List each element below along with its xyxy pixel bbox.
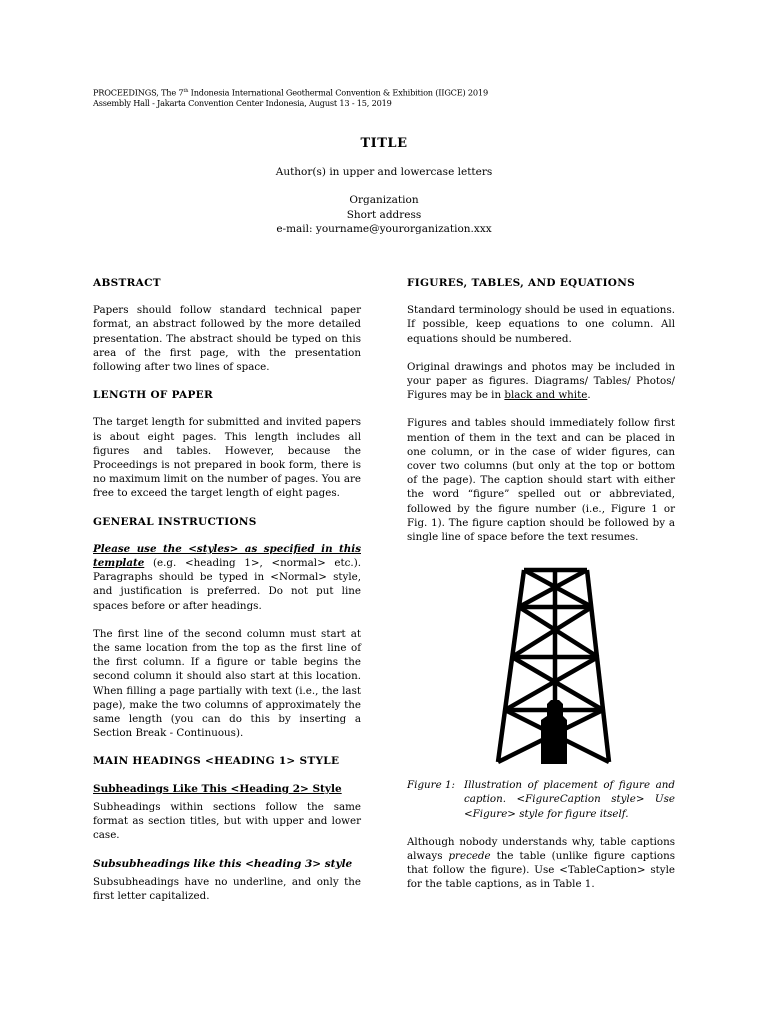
subsubheading-paragraph: Subsubheadings have no underline, and only the first letter capitalized. (93, 875, 361, 902)
subsubheading-example: Subsubheadings like this <heading 3> style (93, 857, 353, 870)
length-heading: LENGTH OF PAPER (93, 389, 213, 402)
general-instructions-heading: GENERAL INSTRUCTIONS (93, 515, 257, 528)
right-column (407, 276, 675, 906)
paper-title: TITLE (360, 136, 408, 151)
figure-caption-text: Illustration of placement of figure and caption. <FigureCaption style> Use <Figure> style for figure itself. (464, 779, 675, 820)
figure-1 (407, 552, 675, 767)
subheading-paragraph: Subheadings within sections follow the same format as section titles, but with upper and lower case. (93, 800, 361, 842)
header-line-1: PROCEEDINGS, The 7th Indonesia International Geothermal Convention & Exhibition (IIGCE) 2019 (93, 87, 488, 98)
organization-address: Short address (346, 208, 422, 221)
figures-heading: FIGURES, TABLES, AND EQUATIONS (407, 277, 636, 289)
figure-placement-paragraph: Figures and tables should immediately follow first mention of them in the text and can be placed in one column, or in the case of wider figures, can cover two columns (but only at the top or bottom of the page). The caption should start with either the word “figure” spelled out or abbreviated, followed by the figure number (i.e., Figure 1 or Fig. 1). The figure caption should be followed by a single line of space before the text resumes. (407, 417, 675, 544)
general-instructions-paragraph-2: The first line of the second column must start at the same location from the top as the first line of the first column. If a figure or table begins the second column it should also start at this location. When filling a page partially with text (i.e., the last page), make the two columns of approximately the same length (you can do this by inserting a Section Break - Continuous). (93, 627, 361, 740)
styles-emphasis: Please use the <styles> as specified in this template (93, 542, 361, 570)
organization-name: Organization (349, 194, 419, 206)
general-instructions-paragraph-1: Please use the <styles> as specified in this template (e.g. <heading 1>, <normal> etc.). Paragraphs should be typed in <Normal> style, and justification is preferred. Do not put line spaces before or after headings. (93, 542, 361, 612)
abstract-heading: ABSTRACT (93, 277, 161, 289)
main-headings-heading: MAIN HEADINGS <HEADING 1> STYLE (93, 755, 340, 768)
authors: Author(s) in upper and lowercase letters (275, 166, 493, 178)
organization-block (0, 193, 768, 237)
table-caption-paragraph: Although nobody understands why, table captions always precede the table (unlike figure captions that follow the figure). Use <TableCaption> style for the table captions, as in Table 1. (407, 835, 675, 891)
left-column (93, 276, 361, 917)
drawings-paragraph: Original drawings and photos may be included in your paper as figures. Diagrams/ Tables/ Photos/ Figures may be in black and white. (407, 360, 675, 402)
length-paragraph: The target length for submitted and invited papers is about eight pages. This length includes all figures and tables. However, because the Proceedings is not prepared in book form, there is no maximum limit on the number of pages. You are free to exceed the target length of eight pages. (93, 416, 361, 500)
abstract-paragraph: Papers should follow standard technical paper format, an abstract followed by the more detailed presentation. The abstract should be typed on this area of the first page, with the presentation following after two lines of space. (93, 304, 361, 374)
organization-email: e-mail: yourname@yourorganization.xxx (276, 223, 492, 235)
figure-caption-label: Figure 1: (407, 779, 455, 792)
subheading-example: Subheadings Like This <Heading 2> Style (93, 782, 342, 795)
header-line-2: Assembly Hall - Jakarta Convention Center Indonesia, August 13 - 15, 2019 (93, 98, 392, 109)
proceedings-header (93, 86, 488, 109)
equations-paragraph: Standard terminology should be used in equations. If possible, keep equations to one column. All equations should be numbered. (407, 304, 675, 345)
figure-caption (407, 778, 675, 821)
tower-illustration (407, 552, 675, 767)
